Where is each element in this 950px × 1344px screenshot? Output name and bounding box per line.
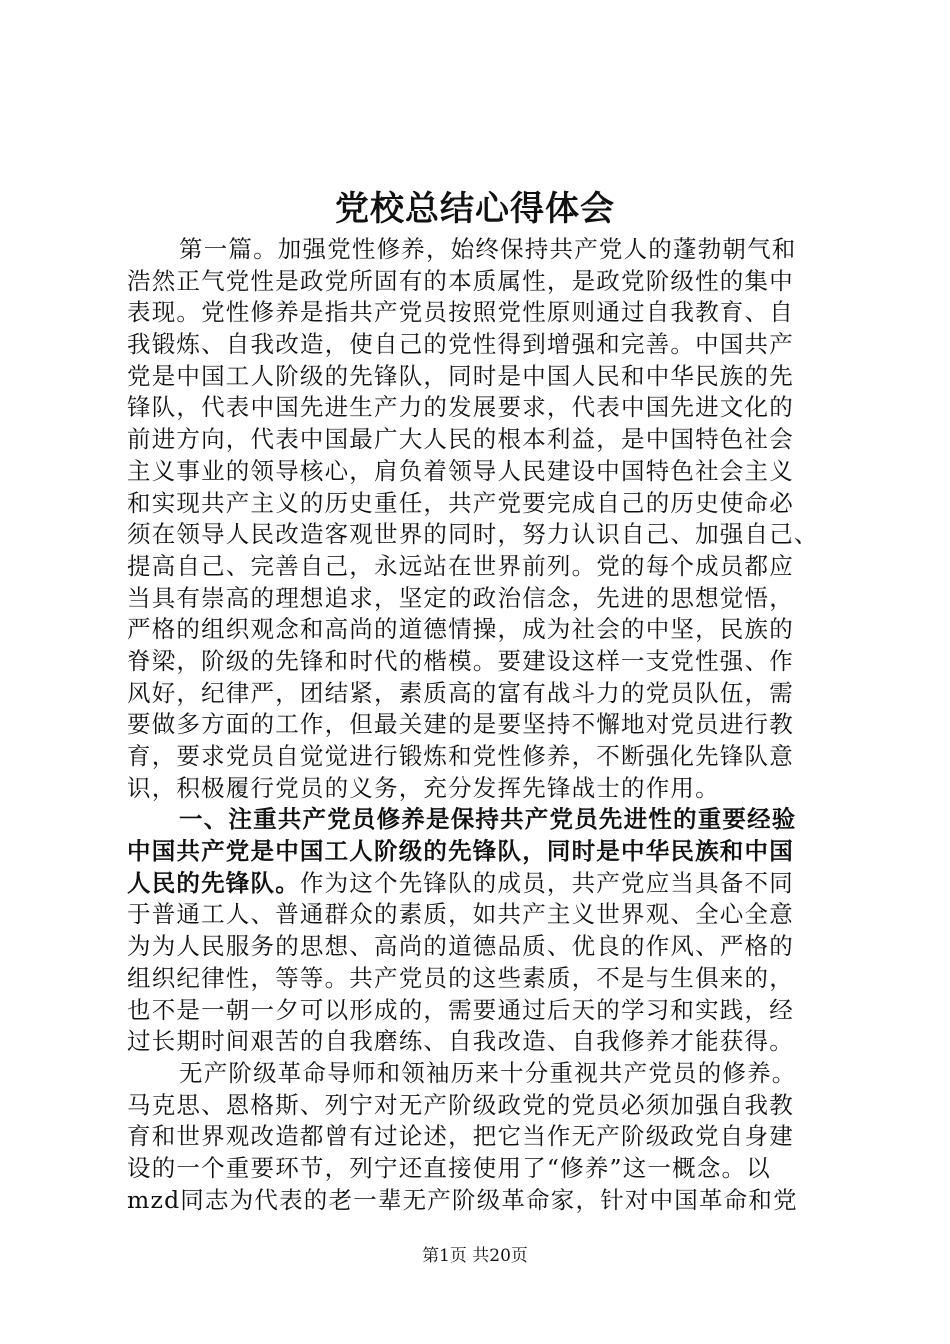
text-line	[127, 297, 842, 329]
text-line-content: mzd同志为代表的老一辈无产阶级革命家，针对中国革命和党	[127, 1185, 798, 1214]
text-line-content: 一、注重共产党员修养是保持共产党员先进性的重要经验	[179, 805, 797, 834]
text-line	[127, 963, 842, 995]
text-line	[127, 899, 842, 931]
text-line	[127, 995, 842, 1027]
document-title: 党校总结心得体会	[335, 189, 615, 229]
text-line	[127, 583, 842, 615]
text-line-continuation: 作为这个先锋队的成员，共产党应当具备不同	[299, 868, 794, 897]
text-line-content: 过长期时间艰苦的自我磨练、自我改造、自我修养才能获得。	[127, 1027, 794, 1056]
text-line	[127, 266, 842, 298]
text-line-content: 浩然正气党性是政党所固有的本质属性，是政党阶级性的集中	[127, 266, 794, 295]
text-line-content: 当具有崇高的理想追求，坚定的政治信念，先进的思想觉悟，	[127, 583, 794, 612]
text-line	[127, 488, 842, 520]
text-line	[127, 931, 842, 963]
text-line	[127, 709, 842, 741]
page-footer: 第1页 共20页	[422, 1246, 528, 1266]
text-line	[127, 1026, 842, 1058]
text-line-content: 党是中国工人阶级的先锋队，同时是中国人民和中华民族的先	[127, 361, 794, 390]
text-line	[127, 868, 842, 900]
text-line-content: 设的一个重要环节，列宁还直接使用了“修养”这一概念。以	[127, 1153, 771, 1182]
text-line-content: 风好，纪律严，团结紧，素质高的富有战斗力的党员队伍，需	[127, 678, 794, 707]
document-body	[127, 234, 842, 1216]
text-line-content: 提高自己、完善自己，永远站在世界前列。党的每个成员都应	[127, 551, 794, 580]
text-line-content: 锋队，代表中国先进生产力的发展要求，代表中国先进文化的	[127, 393, 794, 422]
text-line	[127, 551, 842, 583]
text-line-content: 要做多方面的工作，但最关建的是要坚持不懈地对党员进行教	[127, 710, 794, 739]
text-line-content: 须在领导人民改造客观世界的同时，努力认识自己、加强自己、	[127, 520, 819, 549]
text-line-content: 马克思、恩格斯、列宁对无产阶级政党的党员必须加强自我教	[127, 1090, 794, 1119]
text-line-content: 育和世界观改造都曾有过论述，把它当作无产阶级政党自身建	[127, 1122, 794, 1151]
text-line-content: 人民的先锋队。	[127, 868, 300, 897]
text-line	[127, 1058, 842, 1090]
text-line-content: 为为人民服务的思想、高尚的道德品质、优良的作风、严格的	[127, 932, 794, 961]
text-line-content: 识，积极履行党员的义务，充分发挥先锋战士的作用。	[127, 773, 720, 802]
text-line	[127, 1121, 842, 1153]
text-line	[127, 741, 842, 773]
text-line	[127, 836, 842, 868]
text-line-content: 表现。党性修养是指共产党员按照党性原则通过自我教育、自	[127, 298, 794, 327]
text-line	[127, 773, 842, 805]
text-line	[127, 1090, 842, 1122]
text-line	[127, 646, 842, 678]
text-line-content: 无产阶级革命导师和领袖历来十分重视共产党员的修养。	[179, 1058, 797, 1087]
text-line	[127, 519, 842, 551]
text-line	[127, 804, 842, 836]
text-line	[127, 456, 842, 488]
text-line-content: 于普通工人、普通群众的素质，如共产主义世界观、全心全意	[127, 900, 794, 929]
text-line-content: 主义事业的领导核心，肩负着领导人民建设中国特色社会主义	[127, 456, 794, 485]
text-line-content: 前进方向，代表中国最广大人民的根本利益，是中国特色社会	[127, 425, 794, 454]
text-line	[127, 392, 842, 424]
text-line	[127, 614, 842, 646]
text-line	[127, 1185, 842, 1217]
text-line-content: 中国共产党是中国工人阶级的先锋队，同时是中华民族和中国	[127, 837, 794, 866]
text-line	[127, 678, 842, 710]
text-line	[127, 1153, 842, 1185]
text-line-content: 和实现共产主义的历史重任，共产党要完成自己的历史使命必	[127, 488, 794, 517]
text-line-content: 也不是一朝一夕可以形成的，需要通过后天的学习和实践，经	[127, 995, 794, 1024]
text-line	[127, 234, 842, 266]
text-line-content: 脊梁，阶级的先锋和时代的楷模。要建设这样一支党性强、作	[127, 646, 794, 675]
text-line	[127, 329, 842, 361]
text-line-content: 育，要求党员自觉觉进行锻炼和党性修养，不断强化先锋队意	[127, 742, 794, 770]
text-line-content: 严格的组织观念和高尚的道德情操，成为社会的中坚，民族的	[127, 615, 794, 644]
text-line	[127, 361, 842, 393]
text-line-content: 组织纪律性，等等。共产党员的这些素质，不是与生俱来的，	[127, 963, 794, 992]
text-line-content: 我锻炼、自我改造，使自己的党性得到增强和完善。中国共产	[127, 330, 794, 359]
text-line	[127, 424, 842, 456]
text-line-content: 第一篇。加强党性修养，始终保持共产党人的蓬勃朝气和	[179, 235, 797, 263]
